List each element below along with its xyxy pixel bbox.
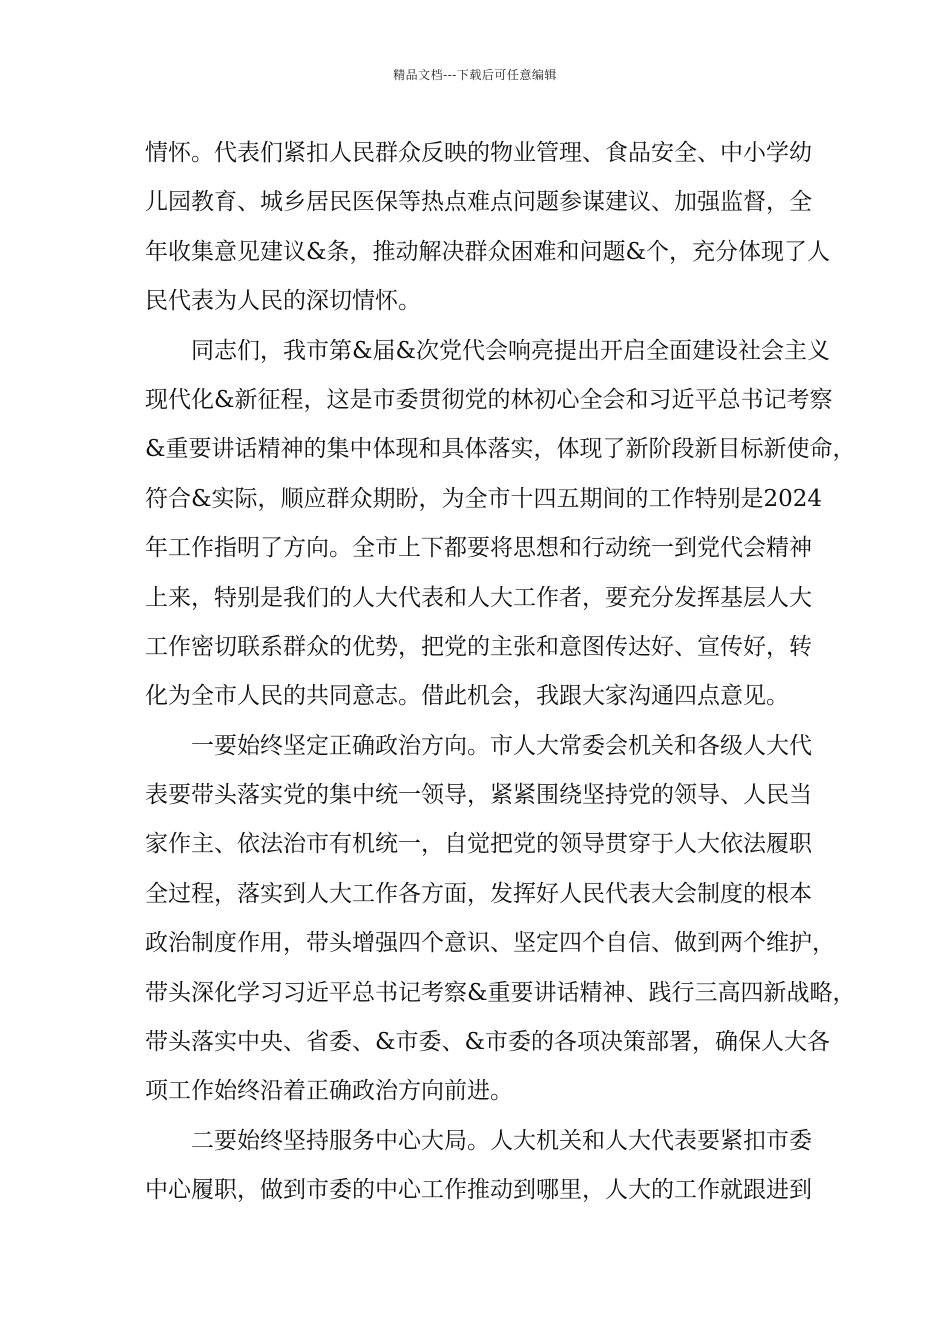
text-line: 上来，特别是我们的人大代表和人大工作者，要充分发挥基层人大 <box>145 584 812 611</box>
text-line: 项工作始终沿着正确政治方向前进。 <box>145 1078 513 1105</box>
text-line: 中心履职，做到市委的中心工作推动到哪里，人大的工作就跟进到 <box>145 1177 812 1204</box>
text-line: 工作密切联系群众的优势，把党的主张和意图传达好、宣传好，转 <box>145 633 812 660</box>
paragraph-4 <box>145 1117 812 1216</box>
text-line: 同志们，我市第&届&次党代会响亮提出开启全面建设社会主义 <box>191 337 830 364</box>
paragraph-3 <box>145 722 856 1117</box>
text-line: 家作主、依法治市有机统一，自觉把党的领导贯穿于人大依法履职 <box>145 831 812 858</box>
text-line: 情怀。代表们紧扣人民群众反映的物业管理、食品安全、中小学幼 <box>145 140 812 166</box>
text-line: &重要讲话精神的集中体现和具体落实，体现了新阶段新目标新使命， <box>145 436 856 463</box>
text-line: 儿园教育、城乡居民医保等热点难点问题参谋建议、加强监督，全 <box>145 189 812 216</box>
document-body <box>145 129 856 1216</box>
paragraph-2 <box>145 327 856 722</box>
text-line: 年工作指明了方向。全市上下都要将思想和行动统一到党代会精神 <box>145 535 812 562</box>
text-line: 民代表为人民的深切情怀。 <box>145 288 421 315</box>
text-line: 政治制度作用，带头增强四个意识、坚定四个自信、做到两个维护， <box>145 930 835 957</box>
text-line: 二要始终坚持服务中心大局。人大机关和人大代表要紧扣市委 <box>191 1127 812 1154</box>
text-line: 年收集意见建议&条，推动解决群众困难和问题&个，充分体现了人 <box>145 238 830 265</box>
text-line: 现代化&新征程，这是市委贯彻党的林初心全会和习近平总书记考察 <box>145 386 833 413</box>
text-line: 带头落实中央、省委、&市委、&市委的各项决策部署，确保人大各 <box>145 1029 830 1056</box>
page-header: 精品文档---下载后可任意编辑 <box>393 68 557 82</box>
paragraph-1 <box>145 129 830 327</box>
text-line: 带头深化学习习近平总书记考察&重要讲话精神、践行三高四新战略， <box>145 979 856 1006</box>
text-line: 符合&实际，顺应群众期盼，为全市十四五期间的工作特别是2024 <box>145 485 823 512</box>
text-line: 化为全市人民的共同意志。借此机会，我跟大家沟通四点意见。 <box>145 683 789 710</box>
text-line: 表要带头落实党的集中统一领导，紧紧围绕坚持党的领导、人民当 <box>145 782 812 809</box>
text-line: 一要始终坚定正确政治方向。市人大常委会机关和各级人大代 <box>191 732 812 759</box>
text-line: 全过程，落实到人大工作各方面，发挥好人民代表大会制度的根本 <box>145 880 812 907</box>
